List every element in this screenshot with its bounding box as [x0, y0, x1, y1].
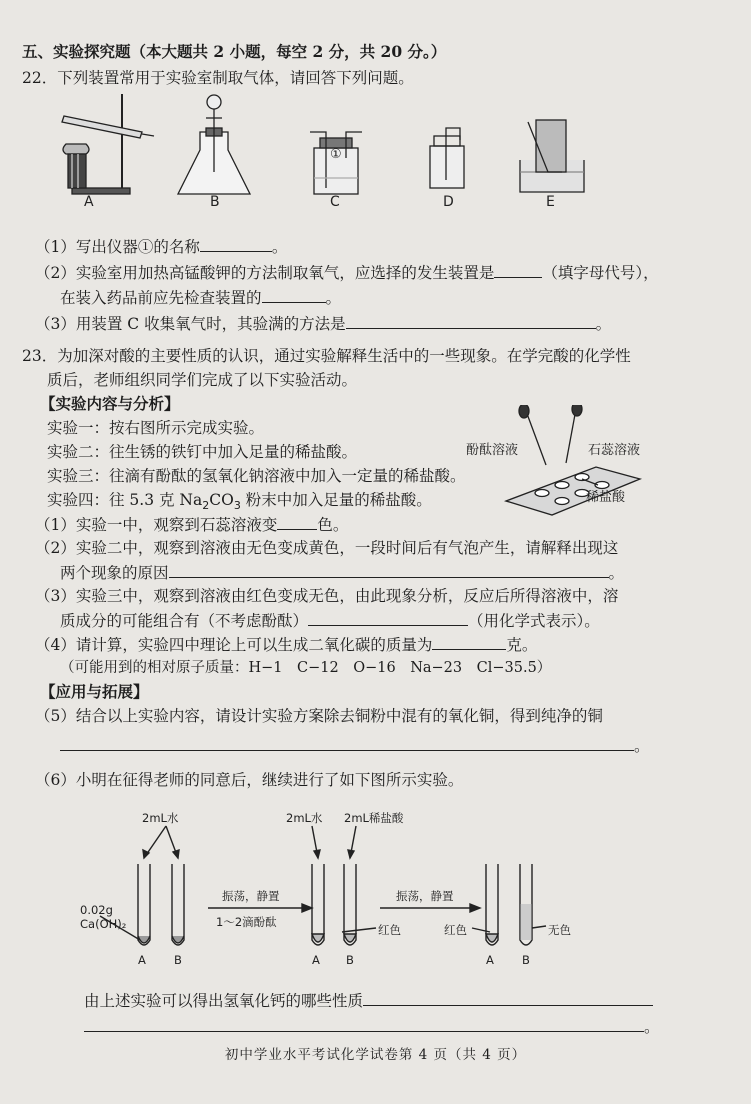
label-hcl: 稀盐酸: [586, 490, 626, 505]
label-hcl-2: 2mL稀盐酸: [344, 811, 404, 825]
apparatus-e: [520, 120, 584, 192]
label-mass: 0.02g: [80, 903, 113, 917]
exp-1: 实验一：按右图所示完成实验。: [47, 419, 265, 437]
q23-part5-answer: 。: [60, 735, 650, 756]
answer-blank[interactable]: [60, 735, 634, 751]
label-a: A: [84, 194, 94, 207]
heading-content-analysis: 【实验内容与分析】: [40, 394, 180, 413]
answer-blank[interactable]: [84, 1016, 644, 1032]
q23-part1: （1）实验一中，观察到石蕊溶液变 色。: [35, 516, 349, 534]
label-water-1: 2mL水: [142, 811, 179, 825]
exp-2: 实验二：往生锈的铁钉中加入足量的稀盐酸。: [47, 443, 358, 461]
q22-part2a: （2）实验室用加热高锰酸钾的方法制取氧气，应选择的发生装置是 （填字母代号），: [35, 264, 659, 282]
q22-part1: （1）写出仪器①的名称 。: [35, 238, 288, 256]
conclusion-prompt: 由上述实验可以得出氢氧化钙的哪些性质: [84, 990, 653, 1011]
q23-stem-2: 质后，老师组织同学们完成了以下实验活动。: [47, 371, 358, 389]
tube-label-b1: B: [174, 953, 182, 967]
label-litmus: 石蕊溶液: [588, 443, 641, 458]
answer-blank[interactable]: [432, 634, 506, 650]
exp-4: 实验四：往 5.3 克 $Na_2CO_3$ 粉末中加入足量的稀盐酸。: [47, 491, 432, 513]
answer-blank[interactable]: [277, 514, 317, 530]
spot-plate-figure: [500, 405, 650, 517]
label-step1b: 1～2滴酚酞: [216, 915, 277, 929]
label-red-2: 红色: [444, 923, 467, 937]
q23-part2b: 两个现象的原因 。: [60, 564, 625, 582]
answer-blank[interactable]: [169, 562, 609, 578]
q23-part4: （4）请计算，实验四中理论上可以生成二氧化碳的质量为 克。: [35, 636, 538, 654]
exp-3: 实验三：往滴有酚酞的氢氧化钠溶液中加入一定量的稀盐酸。: [47, 467, 466, 485]
tube-label-b2: B: [346, 953, 354, 967]
tube-label-a2: A: [312, 953, 320, 967]
q23-part3b: 质成分的可能组合有（不考虑酚酞） （用化学式表示）。: [60, 612, 600, 630]
label-d: D: [443, 194, 454, 207]
tube-b1: [172, 864, 184, 945]
label-step2: 振荡，静置: [396, 889, 454, 903]
apparatus-d: [430, 128, 464, 188]
q23-part5: （5）结合以上实验内容，请设计实验方案除去铜粉中混有的氧化铜，得到纯净的铜: [35, 707, 603, 725]
circled-marker: ①: [330, 147, 342, 162]
q23-part6: （6）小明在征得老师的同意后，继续进行了如下图所示实验。: [35, 771, 464, 789]
label-b: B: [210, 194, 220, 207]
conclusion-answer: 。: [84, 1016, 660, 1037]
answer-blank[interactable]: [262, 287, 326, 303]
label-water-2: 2mL水: [286, 811, 323, 825]
answer-blank[interactable]: [363, 990, 653, 1006]
label-solid: Ca(OH)₂: [80, 917, 127, 931]
answer-blank[interactable]: [308, 610, 468, 626]
label-red-1: 红色: [378, 923, 401, 937]
heading-application: 【应用与拓展】: [40, 682, 149, 701]
label-c: C: [330, 194, 340, 207]
tube-b2: [344, 864, 356, 945]
answer-blank[interactable]: [346, 313, 596, 329]
apparatus-b: [178, 95, 250, 194]
label-colorless: 无色: [548, 923, 571, 937]
answer-blank[interactable]: [494, 262, 542, 278]
atomic-masses: （可能用到的相对原子质量：H−1 C−12 O−16 Na−23 Cl−35.5）: [60, 660, 552, 676]
test-tube-figure: [80, 800, 610, 970]
apparatus-a: [62, 94, 154, 194]
tube-a3: [486, 864, 498, 945]
label-e: E: [546, 194, 555, 207]
tube-label-a3: A: [486, 953, 494, 967]
q22-part2b: 在装入药品前应先检查装置的 。: [60, 289, 342, 307]
apparatus-c: [310, 132, 362, 194]
tube-label-b3: B: [522, 953, 530, 967]
q23-part2a: （2）实验二中，观察到溶液由无色变成黄色，一段时间后有气泡产生，请解释出现这: [35, 539, 619, 557]
q23-stem-1: 23．为加深对酸的主要性质的认识，通过实验解释生活中的一些现象。在学完酸的化学性: [22, 347, 631, 365]
q23-part3a: （3）实验三中，观察到溶液由红色变成无色，由此现象分析，反应后所得溶液中，溶: [35, 587, 619, 605]
q22-part3: （3）用装置 C 收集氧气时，其验满的方法是 。: [35, 315, 612, 333]
page-footer: 初中学业水平考试化学试卷第 4 页（共 4 页）: [224, 1047, 527, 1063]
apparatus-figure: [50, 92, 610, 207]
label-step1: 振荡，静置: [222, 889, 280, 903]
answer-blank[interactable]: [200, 236, 272, 252]
q22-stem: 22．下列装置常用于实验室制取气体，请回答下列问题。: [22, 69, 414, 87]
label-phenolphthalein: 酚酞溶液: [466, 443, 519, 458]
section-title: 五、实验探究题（本大题共 2 小题，每空 2 分，共 20 分。）: [22, 42, 447, 61]
tube-a1: [138, 864, 150, 945]
tube-label-a1: A: [138, 953, 146, 967]
q22-p1-text: （1）写出仪器①的名称: [35, 238, 200, 256]
tube-a2: [312, 864, 324, 945]
